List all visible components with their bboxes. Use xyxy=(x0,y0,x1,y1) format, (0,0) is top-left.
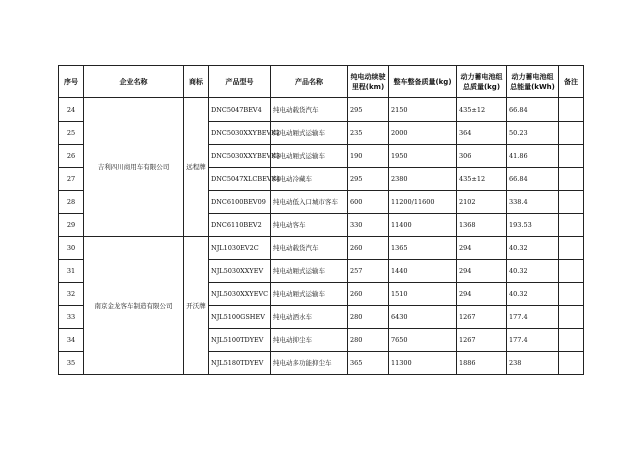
header-company: 企业名称 xyxy=(84,66,184,98)
cell-mass: 1510 xyxy=(389,283,457,306)
header-row xyxy=(59,66,584,98)
cell-name: 纯电动抑尘车 xyxy=(271,329,348,352)
cell-seq: 35 xyxy=(59,352,84,375)
cell-model: NJL1030EV2C xyxy=(209,237,271,260)
cell-range: 260 xyxy=(348,283,389,306)
table-row xyxy=(59,98,584,122)
cell-battery-energy: 338.4 xyxy=(507,191,559,214)
cell-brand: 远程牌 xyxy=(184,98,209,237)
cell-name: 纯电动厢式运输车 xyxy=(271,260,348,283)
cell-range: 330 xyxy=(348,214,389,237)
cell-battery-mass: 435±12 xyxy=(457,98,507,122)
cell-remark xyxy=(559,122,584,145)
cell-model: NJL5100GSHEV xyxy=(209,306,271,329)
cell-mass: 11200/11600 xyxy=(389,191,457,214)
cell-battery-energy: 193.53 xyxy=(507,214,559,237)
cell-name: 纯电动低入口城市客车 xyxy=(271,191,348,214)
cell-model: NJL5030XXYEV xyxy=(209,260,271,283)
cell-seq: 33 xyxy=(59,306,84,329)
cell-battery-energy: 40.32 xyxy=(507,260,559,283)
header-brand: 商标 xyxy=(184,66,209,98)
cell-mass: 11300 xyxy=(389,352,457,375)
header-name: 产品名称 xyxy=(271,66,348,98)
cell-name: 纯电动载货汽车 xyxy=(271,237,348,260)
cell-battery-mass: 364 xyxy=(457,122,507,145)
header-battery-mass: 动力蓄电池组总质量(kg) xyxy=(457,66,507,98)
cell-battery-mass: 306 xyxy=(457,145,507,168)
cell-remark xyxy=(559,306,584,329)
cell-range: 365 xyxy=(348,352,389,375)
cell-mass: 11400 xyxy=(389,214,457,237)
cell-name: 纯电动洒水车 xyxy=(271,306,348,329)
header-mass: 整车整备质量(kg) xyxy=(389,66,457,98)
cell-range: 295 xyxy=(348,98,389,122)
cell-remark xyxy=(559,168,584,191)
cell-name: 纯电动厢式运输车 xyxy=(271,283,348,306)
cell-battery-energy: 66.84 xyxy=(507,98,559,122)
cell-model: DNC6100BEV09 xyxy=(209,191,271,214)
header-model: 产品型号 xyxy=(209,66,271,98)
header-seq: 序号 xyxy=(59,66,84,98)
cell-name: 纯电动客车 xyxy=(271,214,348,237)
cell-battery-mass: 294 xyxy=(457,283,507,306)
cell-model: NJL5030XXYEVC xyxy=(209,283,271,306)
cell-remark xyxy=(559,214,584,237)
cell-seq: 32 xyxy=(59,283,84,306)
cell-brand: 开沃牌 xyxy=(184,237,209,375)
cell-seq: 27 xyxy=(59,168,84,191)
cell-seq: 31 xyxy=(59,260,84,283)
cell-seq: 30 xyxy=(59,237,84,260)
cell-mass: 1950 xyxy=(389,145,457,168)
cell-remark xyxy=(559,98,584,122)
vehicle-catalog-sheet xyxy=(58,65,583,375)
cell-battery-energy: 66.84 xyxy=(507,168,559,191)
table-body xyxy=(59,98,584,375)
cell-battery-mass: 2102 xyxy=(457,191,507,214)
cell-mass: 7650 xyxy=(389,329,457,352)
cell-range: 280 xyxy=(348,306,389,329)
cell-remark xyxy=(559,329,584,352)
cell-model: DNC5030XXYBEVK3 xyxy=(209,145,271,168)
cell-seq: 29 xyxy=(59,214,84,237)
cell-battery-energy: 41.86 xyxy=(507,145,559,168)
cell-seq: 26 xyxy=(59,145,84,168)
cell-model: NJL5100TDYEV xyxy=(209,329,271,352)
cell-name: 纯电动厢式运输车 xyxy=(271,145,348,168)
cell-seq: 28 xyxy=(59,191,84,214)
header-battery-energy: 动力蓄电池组总能量(kWh) xyxy=(507,66,559,98)
cell-seq: 34 xyxy=(59,329,84,352)
cell-remark xyxy=(559,352,584,375)
cell-name: 纯电动多功能抑尘车 xyxy=(271,352,348,375)
cell-battery-mass: 435±12 xyxy=(457,168,507,191)
cell-remark xyxy=(559,260,584,283)
cell-model: DNC6110BEV2 xyxy=(209,214,271,237)
cell-mass: 1440 xyxy=(389,260,457,283)
cell-remark xyxy=(559,237,584,260)
cell-battery-mass: 1267 xyxy=(457,306,507,329)
cell-range: 295 xyxy=(348,168,389,191)
cell-range: 235 xyxy=(348,122,389,145)
cell-range: 280 xyxy=(348,329,389,352)
cell-remark xyxy=(559,191,584,214)
cell-range: 260 xyxy=(348,237,389,260)
cell-mass: 2380 xyxy=(389,168,457,191)
vehicle-table xyxy=(58,65,584,375)
cell-mass: 2150 xyxy=(389,98,457,122)
cell-seq: 25 xyxy=(59,122,84,145)
cell-name: 纯电动载货汽车 xyxy=(271,98,348,122)
cell-battery-mass: 1886 xyxy=(457,352,507,375)
cell-range: 600 xyxy=(348,191,389,214)
cell-model: DNC5047XLCBEVK4 xyxy=(209,168,271,191)
cell-battery-energy: 177.4 xyxy=(507,329,559,352)
cell-mass: 2000 xyxy=(389,122,457,145)
cell-company: 南京金龙客车制造有限公司 xyxy=(84,237,184,375)
cell-battery-mass: 1368 xyxy=(457,214,507,237)
cell-range: 257 xyxy=(348,260,389,283)
header-range: 纯电动续驶里程(km) xyxy=(348,66,389,98)
cell-battery-energy: 40.32 xyxy=(507,283,559,306)
cell-name: 纯电动厢式运输车 xyxy=(271,122,348,145)
cell-remark xyxy=(559,283,584,306)
cell-mass: 1365 xyxy=(389,237,457,260)
cell-battery-energy: 50.23 xyxy=(507,122,559,145)
cell-model: DNC5047BEV4 xyxy=(209,98,271,122)
cell-battery-energy: 177.4 xyxy=(507,306,559,329)
cell-name: 纯电动冷藏车 xyxy=(271,168,348,191)
cell-battery-mass: 294 xyxy=(457,237,507,260)
cell-battery-mass: 294 xyxy=(457,260,507,283)
cell-battery-energy: 40.32 xyxy=(507,237,559,260)
cell-mass: 6430 xyxy=(389,306,457,329)
cell-range: 190 xyxy=(348,145,389,168)
cell-seq: 24 xyxy=(59,98,84,122)
cell-model: DNC5030XXYBEVK2 xyxy=(209,122,271,145)
cell-battery-energy: 238 xyxy=(507,352,559,375)
cell-remark xyxy=(559,145,584,168)
cell-battery-mass: 1267 xyxy=(457,329,507,352)
header-remark: 备注 xyxy=(559,66,584,98)
cell-company: 吉利四川商用车有限公司 xyxy=(84,98,184,237)
table-row xyxy=(59,237,584,260)
cell-model: NJL5180TDYEV xyxy=(209,352,271,375)
